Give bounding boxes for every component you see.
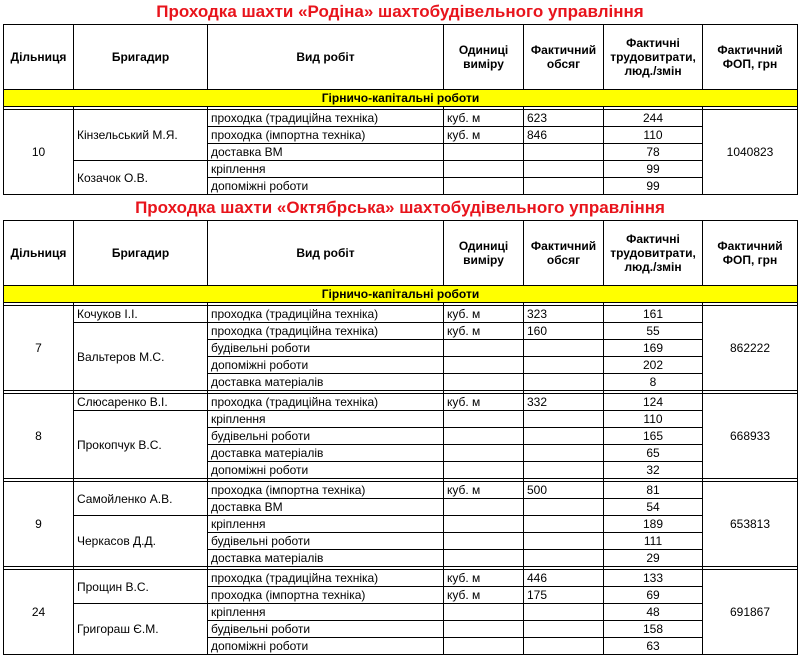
table-row bbox=[4, 161, 798, 178]
work-type-cell: проходка (імпортна техніка) bbox=[208, 482, 444, 499]
header-row bbox=[4, 221, 798, 286]
labor-cell: 110 bbox=[604, 127, 703, 144]
unit-cell bbox=[444, 499, 524, 516]
unit-cell: куб. м bbox=[444, 306, 524, 323]
brigadir-cell: Григораш Є.М. bbox=[74, 604, 208, 655]
unit-cell bbox=[444, 178, 524, 195]
title-rodina: Проходка шахти «Родіна» шахтобудівельного управління bbox=[156, 2, 644, 21]
work-type-cell: доставка ВМ bbox=[208, 499, 444, 516]
volume-cell bbox=[524, 499, 604, 516]
section-label: Гірничо-капітальні роботи bbox=[4, 286, 798, 303]
work-type-cell: допоміжні роботи bbox=[208, 462, 444, 479]
uchastok-cell: 24 bbox=[4, 570, 74, 655]
labor-cell: 63 bbox=[604, 638, 703, 655]
table-row bbox=[4, 110, 798, 127]
work-type-cell: доставка матеріалів bbox=[208, 445, 444, 462]
brigadir-cell: Самойленко А.В. bbox=[74, 482, 208, 516]
unit-cell bbox=[444, 462, 524, 479]
unit-cell bbox=[444, 533, 524, 550]
work-type-cell: проходка (традиційна техніка) bbox=[208, 323, 444, 340]
header-vid: Вид робіт bbox=[208, 221, 444, 286]
volume-cell bbox=[524, 445, 604, 462]
volume-cell bbox=[524, 340, 604, 357]
unit-cell bbox=[444, 411, 524, 428]
volume-cell bbox=[524, 374, 604, 391]
labor-cell: 202 bbox=[604, 357, 703, 374]
table-row bbox=[4, 516, 798, 533]
header-unit: Одиниці виміру bbox=[444, 25, 524, 90]
volume-cell bbox=[524, 604, 604, 621]
volume-cell bbox=[524, 638, 604, 655]
unit-cell bbox=[444, 638, 524, 655]
uchastok-cell: 8 bbox=[4, 394, 74, 479]
unit-cell: куб. м bbox=[444, 482, 524, 499]
work-type-cell: доставка матеріалів bbox=[208, 550, 444, 567]
volume-cell: 160 bbox=[524, 323, 604, 340]
work-type-cell: кріплення bbox=[208, 516, 444, 533]
labor-cell: 8 bbox=[604, 374, 703, 391]
section-label: Гірничо-капітальні роботи bbox=[4, 90, 798, 107]
labor-cell: 48 bbox=[604, 604, 703, 621]
labor-cell: 78 bbox=[604, 144, 703, 161]
labor-cell: 99 bbox=[604, 178, 703, 195]
work-type-cell: доставка ВМ bbox=[208, 144, 444, 161]
labor-cell: 124 bbox=[604, 394, 703, 411]
work-type-cell: кріплення bbox=[208, 411, 444, 428]
uchastok-cell: 7 bbox=[4, 306, 74, 391]
volume-cell bbox=[524, 144, 604, 161]
title-oktyabrska: Проходка шахти «Октябрська» шахтобудівельного управління bbox=[135, 198, 665, 217]
table-row bbox=[4, 604, 798, 621]
header-brig: Бригадир bbox=[74, 25, 208, 90]
header-brig: Бригадир bbox=[74, 221, 208, 286]
header-fop: Фактичний ФОП, грн bbox=[703, 25, 798, 90]
brigadir-cell: Прокопчук В.С. bbox=[74, 411, 208, 479]
labor-cell: 99 bbox=[604, 161, 703, 178]
volume-cell: 175 bbox=[524, 587, 604, 604]
unit-cell bbox=[444, 604, 524, 621]
volume-cell bbox=[524, 428, 604, 445]
unit-cell bbox=[444, 621, 524, 638]
table-row bbox=[4, 394, 798, 411]
brigadir-cell: Вальтеров М.С. bbox=[74, 323, 208, 391]
unit-cell bbox=[444, 161, 524, 178]
brigadir-cell: Кінзельський М.Я. bbox=[74, 110, 208, 161]
volume-cell bbox=[524, 621, 604, 638]
section-row bbox=[4, 286, 798, 303]
labor-cell: 161 bbox=[604, 306, 703, 323]
unit-cell bbox=[444, 445, 524, 462]
work-type-cell: будівельні роботи bbox=[208, 621, 444, 638]
table-row bbox=[4, 306, 798, 323]
table-row bbox=[4, 482, 798, 499]
uchastok-cell: 10 bbox=[4, 110, 74, 195]
header-vol: Фактичний обсяг bbox=[524, 25, 604, 90]
work-type-cell: проходка (імпортна техніка) bbox=[208, 587, 444, 604]
volume-cell bbox=[524, 516, 604, 533]
unit-cell: куб. м bbox=[444, 570, 524, 587]
table-row bbox=[4, 411, 798, 428]
work-type-cell: проходка (імпортна техніка) bbox=[208, 127, 444, 144]
labor-cell: 165 bbox=[604, 428, 703, 445]
unit-cell bbox=[444, 357, 524, 374]
volume-cell: 500 bbox=[524, 482, 604, 499]
volume-cell bbox=[524, 462, 604, 479]
volume-cell: 846 bbox=[524, 127, 604, 144]
header-uch: Дільниця bbox=[4, 25, 74, 90]
unit-cell: куб. м bbox=[444, 394, 524, 411]
work-type-cell: допоміжні роботи bbox=[208, 178, 444, 195]
header-vol: Фактичний обсяг bbox=[524, 221, 604, 286]
brigadir-cell: Прощин В.С. bbox=[74, 570, 208, 604]
fop-cell: 862222 bbox=[703, 306, 798, 391]
volume-cell bbox=[524, 411, 604, 428]
brigadir-cell: Слюсаренко В.І. bbox=[74, 394, 208, 411]
unit-cell bbox=[444, 374, 524, 391]
labor-cell: 158 bbox=[604, 621, 703, 638]
work-type-cell: проходка (традиційна техніка) bbox=[208, 570, 444, 587]
volume-cell: 446 bbox=[524, 570, 604, 587]
work-type-cell: допоміжні роботи bbox=[208, 357, 444, 374]
table-row bbox=[4, 323, 798, 340]
unit-cell: куб. м bbox=[444, 323, 524, 340]
work-type-cell: проходка (традиційна техніка) bbox=[208, 306, 444, 323]
labor-cell: 65 bbox=[604, 445, 703, 462]
table-oktyabrska bbox=[3, 220, 798, 655]
labor-cell: 133 bbox=[604, 570, 703, 587]
labor-cell: 244 bbox=[604, 110, 703, 127]
work-type-cell: допоміжні роботи bbox=[208, 638, 444, 655]
labor-cell: 55 bbox=[604, 323, 703, 340]
unit-cell: куб. м bbox=[444, 110, 524, 127]
fop-cell: 691867 bbox=[703, 570, 798, 655]
section-row bbox=[4, 90, 798, 107]
unit-cell: куб. м bbox=[444, 127, 524, 144]
table-rodina bbox=[3, 24, 798, 195]
labor-cell: 111 bbox=[604, 533, 703, 550]
unit-cell bbox=[444, 340, 524, 357]
labor-cell: 69 bbox=[604, 587, 703, 604]
header-fop: Фактичний ФОП, грн bbox=[703, 221, 798, 286]
work-type-cell: будівельні роботи bbox=[208, 533, 444, 550]
fop-cell: 668933 bbox=[703, 394, 798, 479]
header-lab: Фактичні трудовитрати, люд./змін bbox=[604, 25, 703, 90]
labor-cell: 32 bbox=[604, 462, 703, 479]
unit-cell bbox=[444, 428, 524, 445]
unit-cell bbox=[444, 550, 524, 567]
volume-cell bbox=[524, 178, 604, 195]
fop-cell: 1040823 bbox=[703, 110, 798, 195]
labor-cell: 189 bbox=[604, 516, 703, 533]
header-lab: Фактичні трудовитрати, люд./змін bbox=[604, 221, 703, 286]
header-uch: Дільниця bbox=[4, 221, 74, 286]
labor-cell: 110 bbox=[604, 411, 703, 428]
work-type-cell: будівельні роботи bbox=[208, 428, 444, 445]
volume-cell bbox=[524, 533, 604, 550]
volume-cell: 323 bbox=[524, 306, 604, 323]
brigadir-cell: Козачок О.В. bbox=[74, 161, 208, 195]
labor-cell: 29 bbox=[604, 550, 703, 567]
header-unit: Одиниці виміру bbox=[444, 221, 524, 286]
volume-cell: 623 bbox=[524, 110, 604, 127]
table-row bbox=[4, 570, 798, 587]
work-type-cell: проходка (традиційна техніка) bbox=[208, 110, 444, 127]
uchastok-cell: 9 bbox=[4, 482, 74, 567]
work-type-cell: доставка матеріалів bbox=[208, 374, 444, 391]
unit-cell: куб. м bbox=[444, 587, 524, 604]
volume-cell: 332 bbox=[524, 394, 604, 411]
unit-cell bbox=[444, 516, 524, 533]
labor-cell: 81 bbox=[604, 482, 703, 499]
fop-cell: 653813 bbox=[703, 482, 798, 567]
brigadir-cell: Черкасов Д.Д. bbox=[74, 516, 208, 567]
header-vid: Вид робіт bbox=[208, 25, 444, 90]
unit-cell bbox=[444, 144, 524, 161]
labor-cell: 54 bbox=[604, 499, 703, 516]
work-type-cell: кріплення bbox=[208, 161, 444, 178]
header-row bbox=[4, 25, 798, 90]
work-type-cell: проходка (традиційна техніка) bbox=[208, 394, 444, 411]
labor-cell: 169 bbox=[604, 340, 703, 357]
volume-cell bbox=[524, 161, 604, 178]
brigadir-cell: Кочуков І.І. bbox=[74, 306, 208, 323]
work-type-cell: будівельні роботи bbox=[208, 340, 444, 357]
work-type-cell: кріплення bbox=[208, 604, 444, 621]
volume-cell bbox=[524, 357, 604, 374]
volume-cell bbox=[524, 550, 604, 567]
